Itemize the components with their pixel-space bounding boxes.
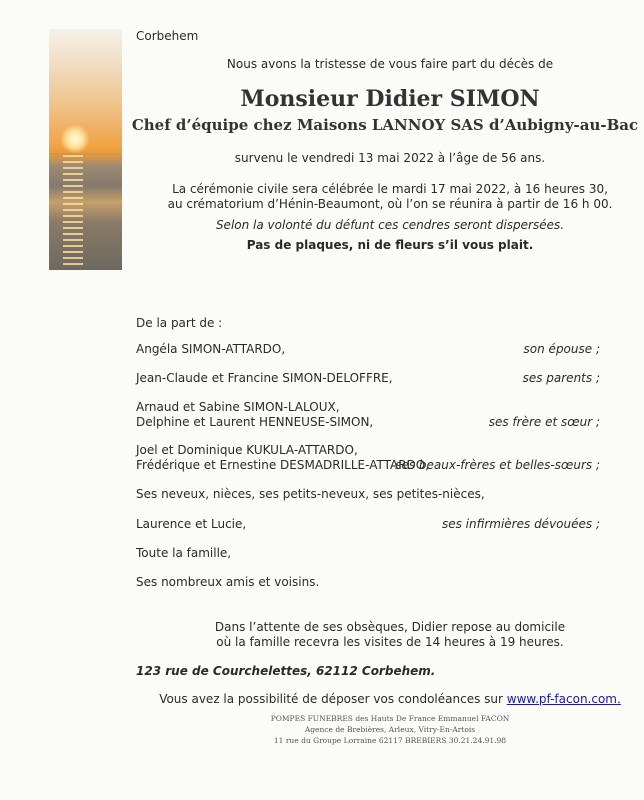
from-label: De la part de : xyxy=(136,316,223,330)
visit-info-line-1: Dans l’attente de ses obsèques, Didier repose au domicile xyxy=(214,620,566,634)
sunset-photo xyxy=(49,29,122,270)
no-flowers-notice: Pas de plaques, ni de fleurs s’il vous plait. xyxy=(246,238,534,252)
family-line: Laurence et Lucie, xyxy=(136,517,247,531)
ceremony-line-2: au crématorium d’Hénin-Beaumont, où l’on se réunira à partir de 16 h 00. xyxy=(167,197,613,211)
deceased-role: Chef d’équipe chez Maisons LANNOY SAS d’Aubigny-au-Bac xyxy=(131,116,639,134)
family-line: Jean-Claude et Francine SIMON-DELOFFRE, xyxy=(136,371,393,385)
family-line: Ses neveux, nièces, ses petits-neveux, ses petites-nièces, xyxy=(136,487,485,501)
family-line: Frédérique et Ernestine DESMADRILLE-ATTARDO, xyxy=(136,458,430,472)
sun-shape xyxy=(61,125,89,153)
family-line: Ses nombreux amis et voisins. xyxy=(136,575,320,589)
family-relation: ses parents ; xyxy=(522,371,600,385)
family-relation: son épouse ; xyxy=(523,342,600,356)
ceremony-line-1: La cérémonie civile sera célébrée le mardi 17 mai 2022, à 16 heures 30, xyxy=(172,182,608,196)
family-line: Arnaud et Sabine SIMON-LALOUX, xyxy=(136,400,340,414)
family-line: Toute la famille, xyxy=(136,546,232,560)
footer-address: 11 rue du Groupe Lorraine 62117 BREBIERS 30.21.24.91.98 xyxy=(273,736,507,745)
sea-reflection xyxy=(63,155,83,265)
home-address: 123 rue de Courchelettes, 62112 Corbehem. xyxy=(136,664,436,678)
town-name: Corbehem xyxy=(136,29,199,43)
horizon-line xyxy=(49,153,122,155)
family-relation: ses infirmières dévouées ; xyxy=(441,517,600,531)
condolences-link[interactable]: www.pf-facon.com. xyxy=(506,692,621,706)
family-line: Joel et Dominique KUKULA-ATTARDO, xyxy=(136,443,358,457)
intro-text: Nous avons la tristesse de vous faire part du décès de xyxy=(226,57,554,71)
visit-info-line-2: où la famille recevra les visites de 14 heures à 19 heures. xyxy=(216,635,564,649)
death-notice: survenu le vendredi 13 mai 2022 à l’âge de 56 ans. xyxy=(234,151,546,165)
condolences-line xyxy=(150,692,630,706)
family-relation: ses beaux-frères et belles-sœurs ; xyxy=(395,458,600,472)
family-relation: ses frère et sœur ; xyxy=(488,415,600,429)
footer-agency: Agence de Brebières, Arleux, Vitry-En-Artois xyxy=(304,725,476,734)
family-line: Delphine et Laurent HENNEUSE-SIMON, xyxy=(136,415,374,429)
family-line: Angéla SIMON-ATTARDO, xyxy=(136,342,286,356)
deceased-name: Monsieur Didier SIMON xyxy=(240,86,540,112)
condolences-text: Vous avez la possibilité de déposer vos condoléances sur xyxy=(159,692,507,706)
ashes-wish: Selon la volonté du défunt ces cendres seront dispersées. xyxy=(215,218,565,232)
footer-company: POMPES FUNEBRES des Hauts De France Emmanuel FACON xyxy=(270,714,510,723)
